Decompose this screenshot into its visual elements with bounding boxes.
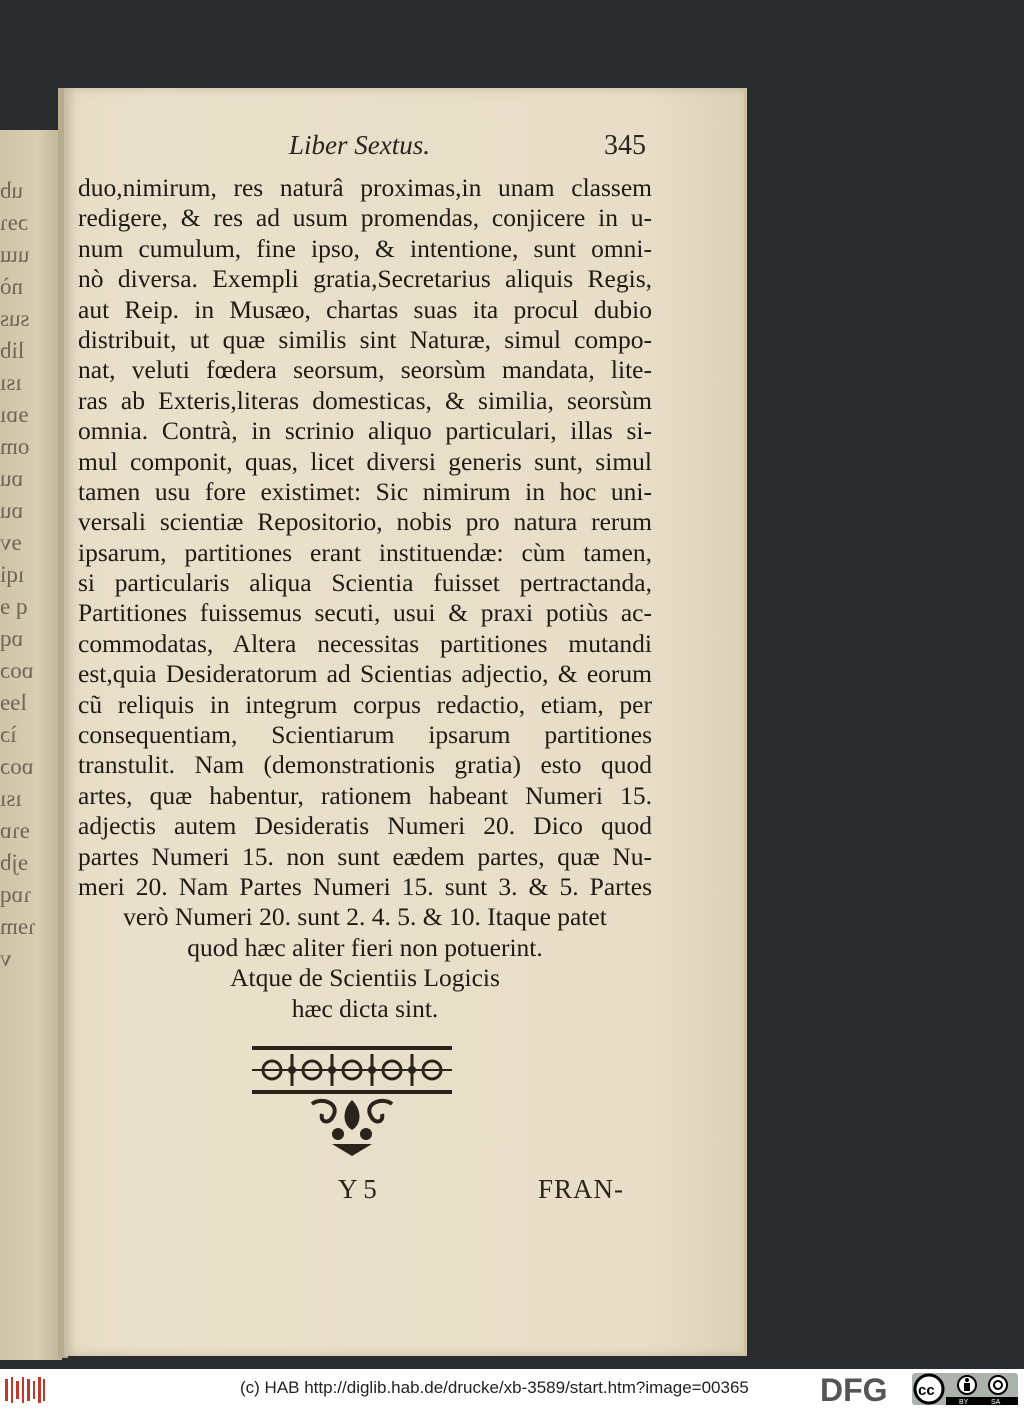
text-line: Atque de Scientiis Logicis — [230, 963, 500, 993]
text-line: num cumulum, fine ipso, & intentione, sunt omni- — [78, 233, 652, 263]
text-line: verò Numeri 20. sunt 2. 4. 5. & 10. Itaque patet — [123, 902, 607, 932]
citation-link[interactable]: (c) HAB http://diglib.hab.de/drucke/xb-3589/start.htm?image=00365 — [240, 1378, 749, 1397]
text-line: ipsarum, partitiones erant instituendæ: cùm tamen, — [78, 537, 652, 567]
svg-text:cc: cc — [918, 1382, 935, 1399]
text-line: si particularis aliqua Scientia fuisset pertractanda, — [78, 568, 652, 598]
text-line: transtulit. Nam (demonstrationis gratia) esto quod — [78, 750, 652, 780]
book-page — [64, 88, 747, 1356]
printers-ornament — [252, 1046, 452, 1156]
signature-mark: Y 5 — [338, 1174, 377, 1204]
catchword: FRAN- — [538, 1174, 625, 1204]
text-line: artes, quæ habentur, rationem habeant Numeri 15. — [78, 780, 652, 810]
text-line: adjectis autem Desideratis Numeri 20. Dico quod — [78, 811, 652, 841]
dfg-logo-icon — [818, 1374, 910, 1404]
text-line: versali scientiæ Repositorio, nobis pro natura rerum — [78, 507, 652, 537]
text-line: partes Numeri 15. non sunt eædem partes, quæ Nu- — [78, 841, 652, 871]
running-head: Liber Sextus. — [289, 130, 430, 160]
dfg-logo-text: DFG — [820, 1374, 888, 1404]
text-line: omnia. Contrà, in scrinio aliquo particulari, illas si- — [78, 416, 652, 446]
text-line: est,quia Desideratorum ad Scientias adjectio, & eorum — [78, 659, 652, 689]
text-line: commodatas, Altera necessitas partitiones mutandi — [78, 628, 652, 658]
text-line: hæc dicta sint. — [291, 993, 439, 1023]
text-line: redigere, & res ad usum promendas, conjicere in u- — [78, 203, 652, 233]
text-line: ras ab Exteris,literas domesticas, & similia, seorsùm — [78, 385, 652, 415]
text-line: duo,nimirum, res naturâ proximas,in unam classem — [78, 173, 652, 202]
text-line: mul componit, quas, licet diversi generis sunt, simul — [78, 446, 652, 476]
text-line: nò diversa. Exempli gratia,Secretarius aliquis Regis, — [78, 264, 652, 294]
text-line: aut Reip. in Musæo, chartas suas ita procul dubio — [78, 294, 652, 324]
license-label-sa: SA — [991, 1399, 1001, 1405]
text-line: cũ reliquis in integrum corpus redactio, etiam, per — [78, 689, 652, 719]
license-label-by: BY — [959, 1399, 969, 1405]
cc-by-sa-license-icon[interactable] — [912, 1373, 1018, 1405]
text-line: tamen usu fore existimet: Sic nimirum in hoc uni- — [78, 476, 652, 506]
page-number: 345 — [604, 130, 646, 161]
text-line: meri 20. Nam Partes Numeri 15. sunt 3. & 5. Partes — [78, 871, 652, 901]
text-line: Partitiones fuissemus secuti, usui & praxi potiùs ac- — [78, 598, 652, 628]
viewer-footer — [0, 1369, 1024, 1409]
text-line: consequentiam, Scientiarum ipsarum partitiones — [78, 720, 652, 750]
hab-logo-icon — [4, 1375, 46, 1405]
text-line: quod hæc aliter fieri non potuerint. — [187, 932, 543, 962]
body-text — [78, 173, 652, 1024]
text-line: distribuit, ut quæ similis sint Naturæ, simul compo- — [78, 324, 652, 354]
previous-page-edge: ub ɔɘɿ uɯ nò sus lib ısı ɘɒı om ɒu ɒu ɘv ıqi q ɘ ɒq ɒoɔ lɘɘ ìɔ ɒoɔ ısı ɘɿɒ ɘjb ɿɒq ɿɘm v — [0, 130, 62, 1360]
text-line: nat, veluti fœdera seorsum, seorsùm mandata, lite- — [78, 355, 652, 385]
